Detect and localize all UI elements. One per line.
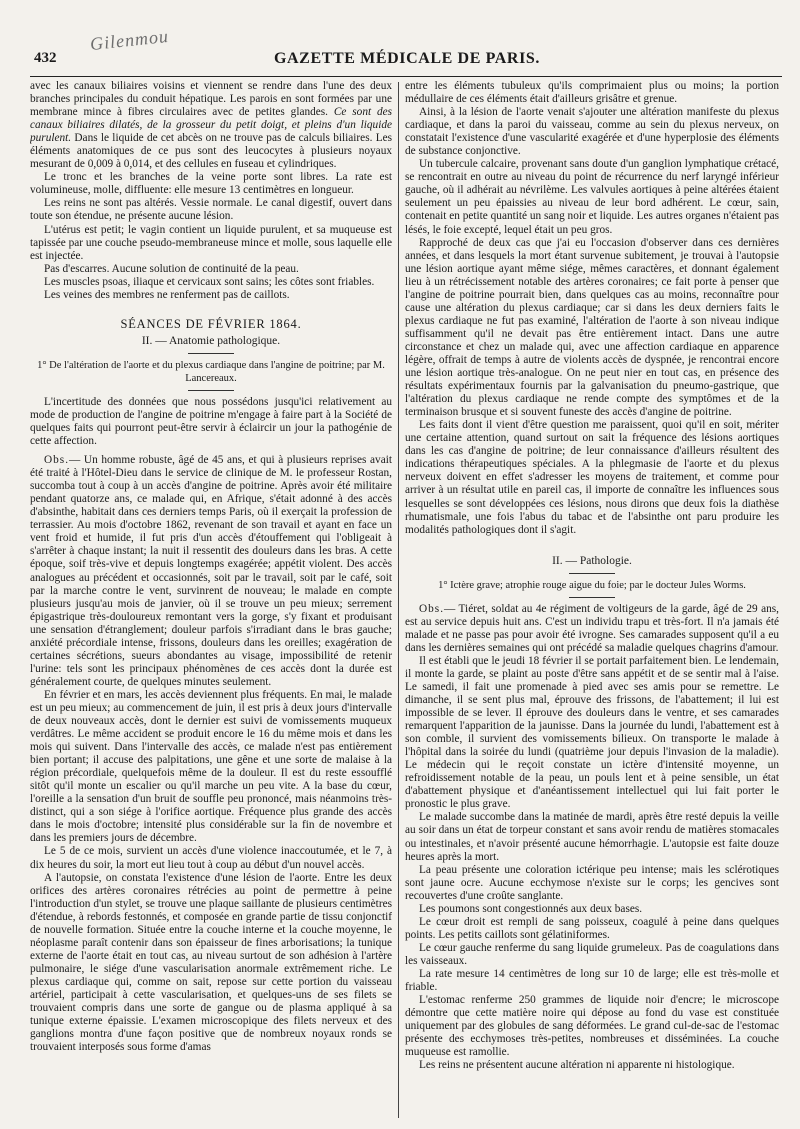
paragraph: avec les canaux biliaires voisins et viennent se rendre dans l'une des deux branches principales du conduit hépatique. Les parois en sont formées par une membrane mince à fibres circulaires avec de petites glandes. Ce sont des canaux biliaires dilatés, de la grosseur du petit doigt, et pleins d'un liquide purulent. Dans le liquide de cet abcès on ne trouve pas de calculs biliaires. Les éléments anatomiques de ce pus sont des leucocytes à plusieurs noyaux mesurant de 0,009 à 0,014, et des cellules en fuseau et cylindriques. <box>30 80 392 171</box>
rule <box>188 390 234 391</box>
paragraph: L'incertitude des données que nous possédons jusqu'ici relativement au mode de production de l'angine de poitrine m'engage à faire part à la Société de quelques faits qui pourront peut-être servir à éclaircir un jour la pathogénie de cette affection. <box>30 395 392 448</box>
page-number: 432 <box>34 50 57 66</box>
paragraph: L'utérus est petit; le vagin contient un liquide purulent, et sa muqueuse est tapissée par une couche pseudo-membraneuse mince et molle, sous laquelle elle est injectée. <box>30 223 392 262</box>
observation-paragraph: Obs.— Un homme robuste, âgé de 45 ans, et qui à plusieurs reprises avait été traité à l'Hôtel-Dieu dans le service de clinique de M. le professeur Rostan, succomba tout à coup à un accès d'angine de poitrine. Après avoir été militaire pendant quatorze ans, ce malade qui, en Afrique, s'était adonné à des accès d'absinthe, habitait dans ces derniers temps Paris, où il exerçait la profession de terrassier. Au mois d'octobre 1862, revenant de son travail et ayant en face un vent froid et humide, il fut pris d'un accès d'étouffement qui l'obligeait à s'arrêter à chaque instant; la nuit il ressentit des douleurs dans les bras. A cette époque, soif très-vive et depuis longtemps exagérée; appétit violent. Des accès analogues au précédent et occasionnés, soit par le travail, soit par le café, soit par la marche contre le vent, survinrent de nouveau; le malade en compte plusieurs jusqu'au mois de janvier, où il se trouve un peu mieux; serrement épigastrique très-douloureux remontant vers la gorge, s'y fixant et produisant une sensation d'étranglement; douleur parfois s'irradiant dans le bras gauche; anxiété précordiale intense, frissons, douleurs dans les oreilles; exagération de certaines sécrétions, sueurs abondantes au visage, impossibilité de retenir l'urine: tels sont les principaux phénomènes de ces accès dont la durée est généralement courte, de quelques minutes seulement. <box>30 454 392 688</box>
rule <box>188 353 234 354</box>
section-heading: II. — Pathologie. <box>552 554 632 567</box>
article-title: 1° De l'altération de l'aorte et du plexus cardiaque dans l'angine de poitrine; par M. Lancereaux. <box>37 359 385 384</box>
article-title: 1° Ictère grave; atrophie rouge aigue du foie; par le docteur Jules Worms. <box>438 579 746 591</box>
column-divider <box>398 82 399 1118</box>
journal-title: GAZETTE MÉDICALE DE PARIS. <box>273 50 540 67</box>
paragraph: Les muscles psoas, iliaque et cervicaux sont sains; les côtes sont friables. <box>44 275 375 288</box>
paragraph: Il est établi que le jeudi 18 février il se portait parfaitement bien. Le lendemain, il monte la garde, se plaint au poste d'être sans appétit et de se sentir mal à l'aise. Le samedi, il fait une promenade à pied avec ses amis pour se remettre. Le dimanche, il se sent plus mal, éprouve des frissons, de l'abattement; il lui est impossible de se lever. Il éprouve des douleurs dans le ventre, et ses camarades remarquent l'apparition de la jaunisse. Dans la journée du lundi, l'abattement est à son comble, il survient des vomissements bilieux. On transporte le malade à l'hôpital dans la soirée du lundi (quatrième jour depuis l'invasion de la maladie). Le médecin qui le reçoit constate un ictère d'intensité moyenne, un refroidissement notable de la peau, un pouls lent et à peine sensible, un état d'abattement physique et d'anéantissement intellectuel qui lui fait porter le pronostic le plus grave. <box>405 654 779 811</box>
right-column <box>405 80 779 1124</box>
paragraph: Rapproché de deux cas que j'ai eu l'occasion d'observer dans ces dernières années, et dans lesquels la mort étant survenue subitement, je trouvai à l'autopsie une lésion aortique ayant même siége, mêmes caractères, et donnant également lieu à un rétrécissement notable des artères coronaires; ce fait porte à penser que l'angine de poitrine pourrait bien, dans quelques cas au moins, reconnaître pour cause une altération du plexus cardiaque; car si dans les deux derniers faits le plexus cardiaque ne fut pas examiné, l'altération de l'aorte à son niveau indique suffisamment qu'il ne devait pas être entièrement intact. Dans une autre circonstance et chez un malade qui, avec une affection cardiaque en apparence légère, offrait de temps à autre de violents accès de dyspnée, je rencontrai encore une lésion aortique très-analogue. On ne peut nier en tout cas, en présence des résultats expérimentaux fournis par la galvanisation du pneumo-gastrique, que l'altération du plexus cardiaque ne rende compte des symptômes et de la terminaison brusque et si souvent funeste des accès d'angine de poitrine. <box>405 236 779 419</box>
paragraph: Le cœur gauche renferme du sang liquide grumeleux. Pas de coagulations dans les vaisseaux. <box>405 941 779 967</box>
paragraph: Les veines des membres ne renferment pas de caillots. <box>44 288 290 301</box>
paragraph: Ainsi, à la lésion de l'aorte venait s'ajouter une altération manifeste du plexus cardiaque, et dans la paroi du vaisseau, comme au sein du plexus nerveux, on constatait l'existence d'une vascularité exagérée et d'une hyperplosie des éléments de substance conjonctive. <box>405 106 779 158</box>
paragraph: L'estomac renferme 250 grammes de liquide noir d'encre; le microscope démontre que cette matière noire qui dépose au fond du vase est constituée uniquement par des globules de sang déformées. Le grand cul-de-sac de l'estomac présente des ecchymoses très-petites, nombreuses et disséminées. La couche muqueuse est ramollie. <box>405 994 779 1059</box>
italic-phrase: Ce sont des canaux biliaires dilatés, de la grosseur du petit doigt, et pleins d'un liquide purulent. <box>30 106 392 145</box>
paragraph: Le tronc et les branches de la veine porte sont libres. La rate est volumineuse, molle, diffluente: elle mesure 13 centimètres en longueur. <box>30 171 392 197</box>
paragraph: entre les éléments tubuleux qu'ils comprimaient plus ou moins; la portion médullaire de ces éléments était d'ailleurs grisâtre et grenue. <box>405 80 779 106</box>
observation-paragraph: Obs.— Tiéret, soldat au 4e régiment de voltigeurs de la garde, âgé de 29 ans, est au service depuis huit ans. C'est un individu trapu et très-fort. Il n'a jamais été malade et ne passe pas pour avoir été ivrogne. Ses camarades supposent qu'il a eu dans les dernières semaines qui ont précédé sa maladie quelques chagrins d'amour. <box>405 602 779 654</box>
header-rule <box>30 76 782 77</box>
paragraph: Les reins ne sont pas altérés. Vessie normale. Le canal digestif, ouvert dans toute son étendue, ne présente aucune lésion. <box>30 197 392 223</box>
seances-heading: SÉANCES DE FÉVRIER 1864. <box>120 316 302 331</box>
paragraph: En février et en mars, les accès deviennent plus fréquents. En mai, le malade est un peu mieux; au commencement de juin, il est pris à deux jours d'intervalle de deux nouveaux accès, dont le dernier est suivi de vomissements muqueux verdâtres. Le même accident se produit encore le 16 du même mois et dans les mois qui suivent. Dans l'intervalle des accès, ce malade n'est pas entièrement bien portant; il accuse des palpitations, une gêne et une sorte de malaise à la région précordiale, quelquefois même de la douleur. Il est du reste essoufflé sitôt qu'il monte un escalier ou qu'il marche un peu vite. A la base du cœur, l'oreille a la sensation d'un bruit de souffle peu prononcé, mais néanmoins très-distinct, qui a son siége à l'orifice aortique. Fréquence plus grande des accès dans le mois d'octobre; intensité plus considérable sur la fin de novembre et dans les premiers jours de décembre. <box>30 688 392 845</box>
handwritten-stamp: Gilenmou <box>89 25 170 55</box>
paragraph: Les reins ne présentent aucune altération ni apparente ni histologique. <box>419 1059 735 1072</box>
rule <box>569 573 615 574</box>
section-heading: II. — Anatomie pathologique. <box>141 334 281 347</box>
paragraph: Le malade succombe dans la matinée de mardi, après être resté depuis la veille au soir dans un état de torpeur constant et sans avoir rendu de matières stomacales ou intestinales, et n'avoir présenté aucune hémorrhagie. L'autopsie est faite douze heures après la mort. <box>405 811 779 863</box>
paragraph: Les faits dont il vient d'être question me paraissent, quoi qu'il en soit, mériter une certaine attention, quand surtout on sait la fréquence des lésions aortiques dans les cas d'angine de poitrine; de leur connaissance d'ailleurs résultent des indications thérapeutiques spéciales. A la phlegmasie de l'aorte et du plexus nerveux doivent en effet s'adresser les moyens de traitement, et comme pour arriver à un résultat utile en pareil cas, il importe de connaître les influences sous lesquelles se sont développées ces lésions, nous dirons que deux fois la diathèse rhumatismale, une fois l'abus du tabac et de l'absinthe ont paru produire les modalités pathologiques dont il s'agit. <box>405 419 779 536</box>
paragraph: La peau présente une coloration ictérique peu intense; mais les sclérotiques sont jaune ocre. Aucune ecchymose n'existe sur le corps; les gencives sont recouvertes d'une croûte sanglante. <box>405 863 779 902</box>
page-header <box>28 25 786 72</box>
paragraph: Un tubercule calcaire, provenant sans doute d'un ganglion lymphatique crétacé, se rencontrait en outre au niveau du point de récurrence du nerf laryngé inférieur gauche, où il adhérait au névrilème. Les valvules aortiques à peine altérées étaient seulement un peu épaissies au niveau de leur bord adhérent. Le cœur, sain, contenait en petite quantité un sang noir et liquide. Les autres organes n'étaient pas lésés, le foie excepté, lequel était un peu gros. <box>405 158 779 236</box>
paragraph: Pas d'escarres. Aucune solution de continuité de la peau. <box>44 262 299 275</box>
paragraph: Les poumons sont congestionnés aux deux bases. <box>419 902 643 915</box>
paragraph: La rate mesure 14 centimètres de long sur 10 de large; elle est très-molle et friable. <box>405 968 779 994</box>
paragraph: Le cœur droit est rempli de sang poisseux, coagulé à peine dans quelques points. Les petits caillots sont gélatiniformes. <box>405 915 779 941</box>
paragraph: A l'autopsie, on constata l'existence d'une lésion de l'aorte. Entre les deux orifices des artères coronaires rétrécies au point de permettre à peine l'introduction d'un stylet, se trouve une plaque saillante de plusieurs centimètres d'étendue, à rebords festonnés, et composée en grande partie de tissu conjonctif de nouvelle formation. Située entre la couche interne et la couche moyenne, le néoplasme paraît contenir dans son épaisseur de fines arborisations; la tunique externe de l'aorte était en tout cas, au niveau surtout de son adhésion à l'artère pulmonaire, le siége d'une vascularisation anormale extrêmement riche. Le plexus cardiaque qui, comme on sait, repose sur cette portion du vaisseau artériel, participait à cette vascularisation, et quelques-uns de ses filets se trouvaient compris dans une sorte de gangue ou de plasma appliqué à sa tunique externe épaissie. L'examen microscopique des filets nerveux et des ganglions montra d'une façon positive que de nombreux noyaux ronds se trouvaient interposés sous forme d'amas <box>30 871 392 1054</box>
paragraph: Le 5 de ce mois, survient un accès d'une violence inaccoutumée, et le 7, à dix heures du soir, la mort eut lieu tout à coup au début d'un nouvel accès. <box>30 845 392 871</box>
rule <box>569 597 615 598</box>
left-column <box>30 80 392 1124</box>
